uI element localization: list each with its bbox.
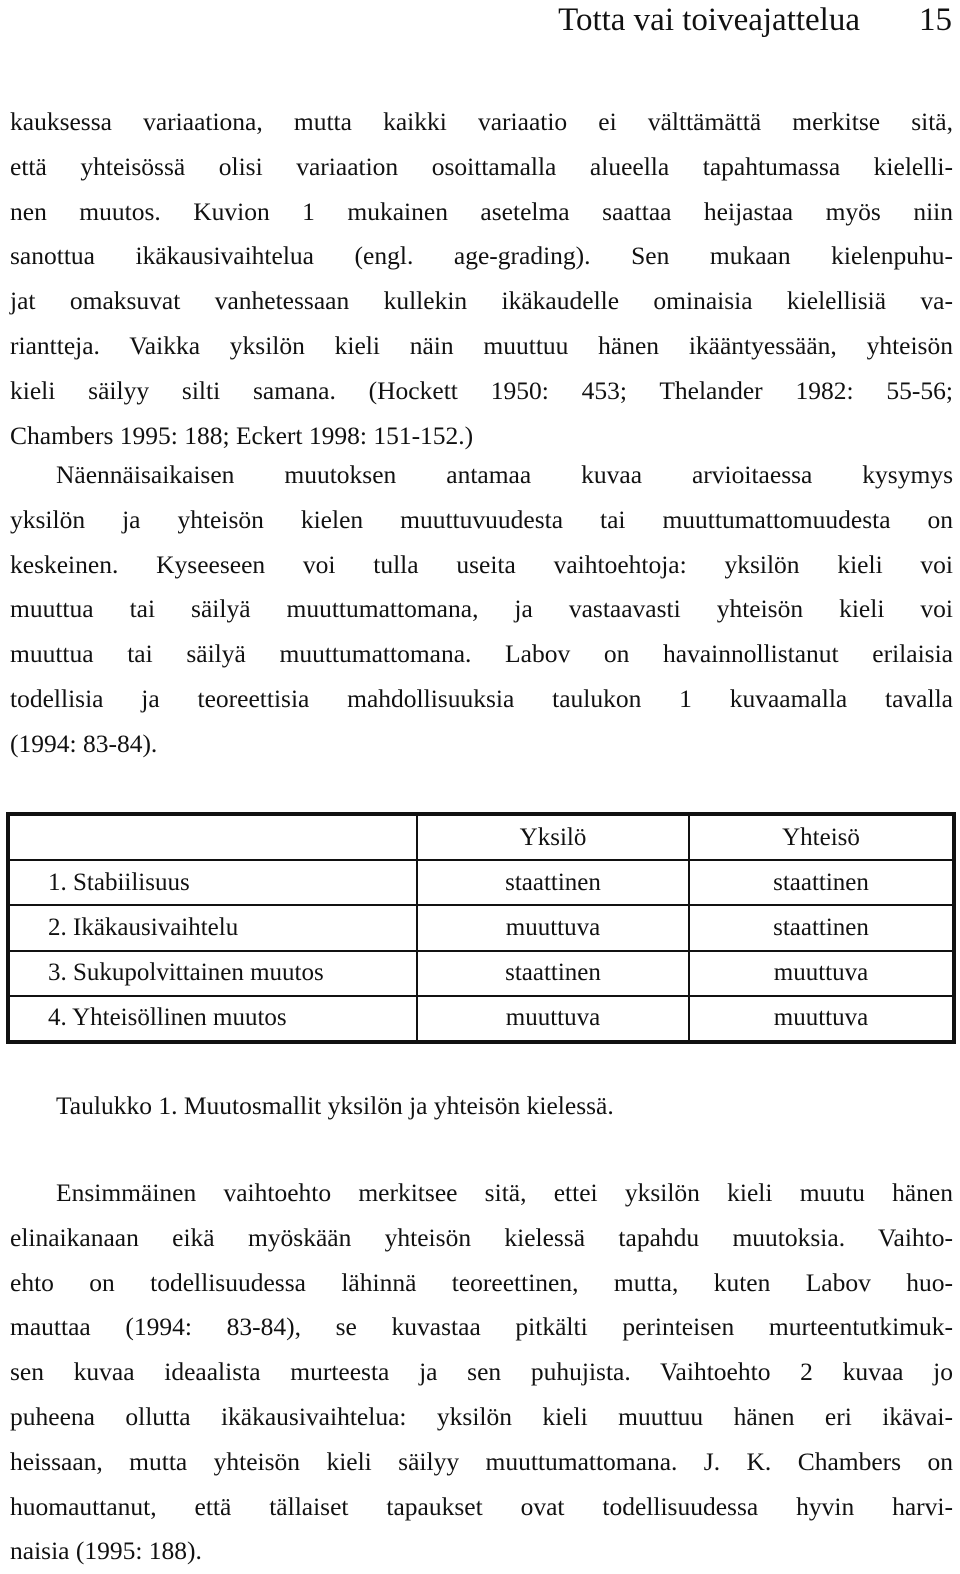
paragraph-1 (10, 100, 953, 458)
table-cell: staattinen (773, 868, 869, 896)
table-row (10, 906, 952, 951)
table-header-cell: Yksilö (418, 816, 690, 859)
text-line: Ensimmäinen vaihtoehto merkitsee sitä, ettei yksilön kieli muutu hänen (56, 1178, 953, 1207)
text-line: ehto on todellisuudessa lähinnä teoreettinen, mutta, kuten Labov huo- (10, 1267, 953, 1297)
text-line: nen muutos. Kuvion 1 mukainen asetelma saattaa heijastaa myös niin (10, 196, 953, 226)
table-cell: staattinen (773, 914, 869, 941)
variation-table (6, 812, 956, 1044)
table-row (10, 997, 952, 1040)
text-line: muuttua tai säilyä muuttumattomana. Labov on havainnollistanut erilaisia (10, 639, 953, 669)
table-header-cell: Yhteisö (782, 823, 860, 851)
text-line: heissaan, mutta yhteisön kieli säilyy muuttumattomana. J. K. Chambers on (10, 1446, 953, 1476)
text-line: riantteja. Vaikka yksilön kieli näin muuttuu hänen ikääntyessään, yhteisön (10, 330, 953, 360)
table-caption: Taulukko 1. Muutosmallit yksilön ja yhteisön kielessä. (56, 1091, 614, 1120)
text-line: kauksessa variaationa, mutta kaikki variaatio ei välttämättä merkitse sitä, (10, 107, 953, 136)
text-line: muuttua tai säilyä muuttumattomana, ja vastaavasti yhteisön kieli voi (10, 594, 953, 624)
table-row (10, 952, 952, 997)
page-number: 15 (919, 2, 952, 38)
table-cell: 2. Ikäkausivaihtelu (10, 906, 418, 949)
text-line: Chambers 1995: 188; Eckert 1998: 151-152.) (10, 420, 474, 450)
text-line: todellisia ja teoreettisia mahdollisuuksia taulukon 1 kuvaamalla tavalla (10, 683, 953, 713)
table-cell: muuttuva (773, 959, 869, 987)
text-line: puheena ollutta ikäkausivaihtelua: yksilön kieli muuttuu hänen eri ikävai- (10, 1401, 953, 1431)
text-line: sen kuvaa ideaalista murteesta ja sen puhujista. Vaihtoehto 2 kuvaa jo (10, 1357, 953, 1387)
table-cell: muuttuva (418, 997, 690, 1040)
text-line: keskeinen. Kyseeseen voi tulla useita vaihtoehtoja: yksilön kieli voi (10, 549, 953, 579)
running-title: Totta vai toiveajattelua (558, 2, 860, 38)
text-line: mauttaa (1994: 83-84), se kuvastaa pitkälti perinteisen murteentutkimuk- (10, 1312, 953, 1342)
text-line: jat omaksuvat vanhetessaan kullekin ikäkaudelle ominaisia kielellisiä va- (10, 286, 953, 316)
table-row (10, 861, 952, 906)
text-line: (1994: 83-84). (10, 728, 158, 758)
table-cell: 1. Stabiilisuus (10, 861, 418, 904)
table-cell: staattinen (418, 952, 690, 995)
text-line: sanottua ikäkausivaihtelua (engl. age-grading). Sen mukaan kielenpuhu- (10, 241, 953, 271)
table-cell: muuttuva (418, 906, 690, 949)
text-line: elinaikanaan eikä myöskään yhteisön kielessä tapahdu muutoksia. Vaihto- (10, 1222, 953, 1252)
text-line: naisia (1995: 188). (10, 1536, 202, 1566)
text-line: yksilön ja yhteisön kielen muuttuvuudesta tai muuttumattomuudesta on (10, 504, 953, 534)
text-line: että yhteisössä olisi variaation osoittamalla alueella tapahtumassa kielelli- (10, 151, 953, 181)
text-line: Näennäisaikaisen muutoksen antamaa kuvaa arvioitaessa kysymys (56, 460, 953, 489)
text-line: huomauttanut, että tällaiset tapaukset ovat todellisuudessa hyvin harvi- (10, 1491, 953, 1521)
table-cell: staattinen (418, 861, 690, 904)
table-cell: 3. Sukupolvittainen muutos (10, 952, 418, 995)
table-header-cell (10, 816, 418, 859)
text-line: kieli säilyy silti samana. (Hockett 1950: 453; Thelander 1982: 55-56; (10, 375, 953, 405)
table-cell: 4. Yhteisöllinen muutos (10, 997, 418, 1040)
paragraph-2 (10, 453, 953, 767)
page-header (0, 0, 960, 44)
table-header-row (10, 816, 952, 861)
paragraph-3 (10, 1171, 953, 1574)
table-cell: muuttuva (773, 1004, 869, 1032)
